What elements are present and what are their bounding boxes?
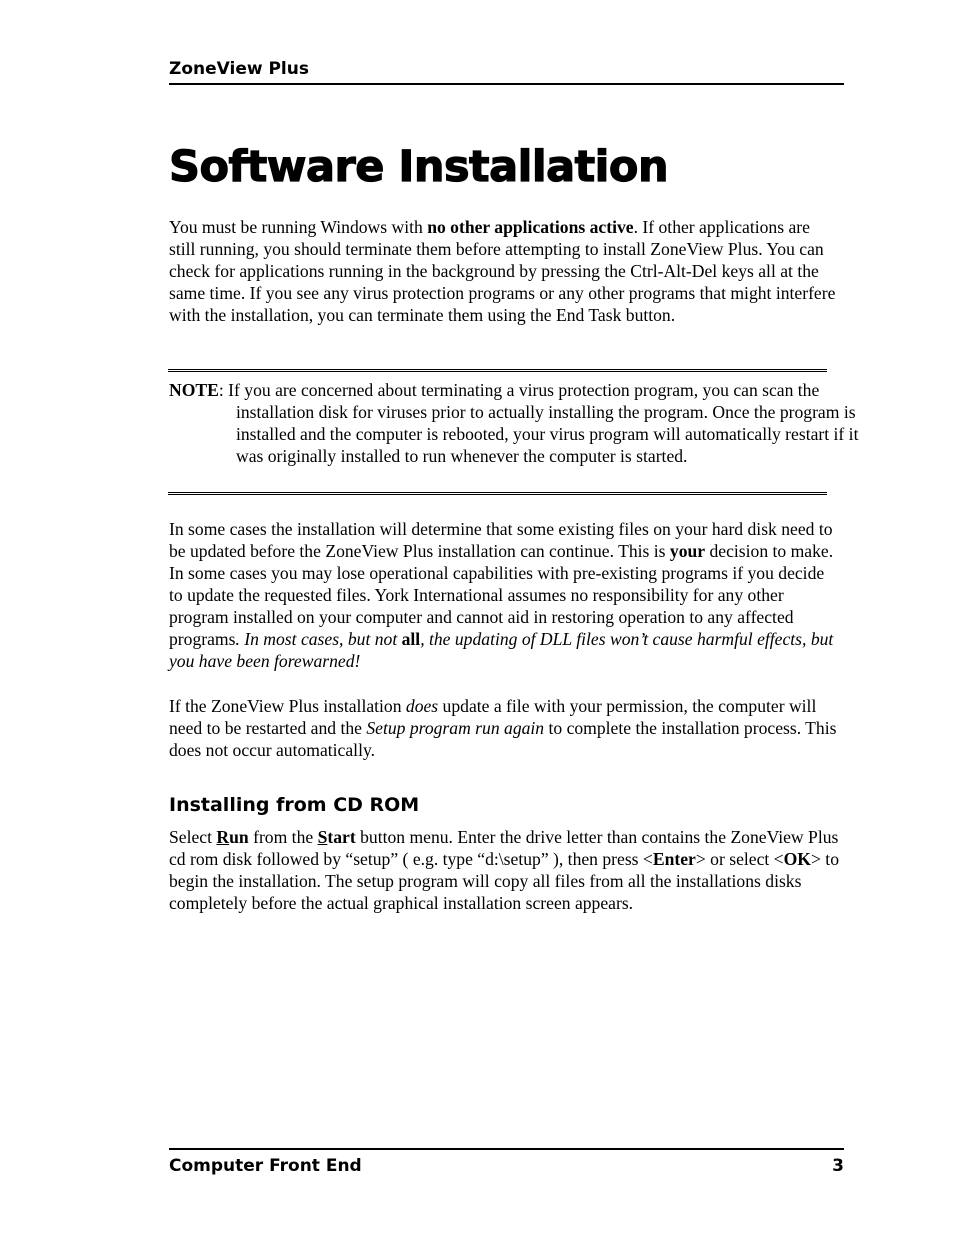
- footer-title: Computer Front End: [169, 1156, 362, 1176]
- restart-text-1: If the ZoneView Plus installation: [169, 696, 406, 716]
- enter-key-label: Enter: [652, 849, 696, 869]
- run-rest: un: [229, 827, 249, 847]
- update-italic-2: , the updating of DLL files won’t cause harmful effects, but you have been forewarned!: [169, 629, 834, 671]
- intro-bold-text: no other applications active: [427, 217, 634, 237]
- update-text-1: In some cases the installation will determine that some existing files on your hard disk need to be updated before the ZoneView Plus installation can continue. This is: [169, 519, 833, 561]
- intro-text-1: You must be running Windows with: [169, 217, 428, 237]
- run-underlined-letter: R: [216, 827, 230, 847]
- footer-rule: [169, 1148, 844, 1150]
- note-text: [169, 379, 886, 467]
- restart-text-3: to complete the installation process. This does not occur automatically.: [169, 718, 837, 760]
- restart-text-2: update a file with your permission, the computer will need to be restarted and the: [169, 696, 817, 738]
- restart-italic-does: does: [405, 696, 439, 716]
- section-heading: Installing from CD ROM: [169, 794, 420, 816]
- note-body: : If you are concerned about terminating a virus protection program, you can scan the installation disk for viruses prior to actually installing the program. Once the program is installed and the computer is rebooted, your virus program will automatically restart if it was originally installed to run whenever the computer is started.: [218, 380, 859, 466]
- update-bold-all: all: [401, 629, 421, 649]
- update-files-paragraph: [169, 518, 839, 672]
- intro-text-2: . If other applications are still running, you should terminate them before attempting to install ZoneView Plus. You can check for applications running in the background by pressing the Ctrl-Alt-Del keys all at the same time. If you see any virus protection programs or any other programs that might interfere with the installation, you can terminate them using the End Task button.: [169, 217, 836, 325]
- update-italic-1: . In most cases, but not: [235, 629, 402, 649]
- update-text-2: decision to make. In some cases you may lose operational capabilities with pre-existing programs if you decide to update the requested files. York International assumes no responsibility for any other program installed on your computer and cannot aid in restoring operation to any affected programs: [169, 541, 834, 649]
- header-rule: [169, 83, 844, 85]
- page-number: 3: [832, 1156, 844, 1176]
- note-box: [168, 369, 859, 496]
- note-label: NOTE: [169, 380, 219, 400]
- note-top-rule: [168, 369, 827, 372]
- ok-key-label: OK: [783, 849, 811, 869]
- run-keyword: [216, 827, 248, 847]
- restart-paragraph: [169, 695, 839, 761]
- start-rest: tart: [327, 827, 356, 847]
- note-bottom-rule: [168, 492, 827, 495]
- start-keyword: [318, 827, 356, 847]
- cdrom-paragraph: [169, 826, 839, 914]
- start-underlined-letter: S: [317, 827, 328, 847]
- cdrom-text-1: Select: [169, 827, 217, 847]
- cdrom-text-5: > to begin the installation. The setup program will copy all files from all the installations disks completely before the actual graphical installation screen appears.: [169, 849, 839, 913]
- header-title: ZoneView Plus: [169, 59, 309, 79]
- update-bold-your: your: [669, 541, 706, 561]
- page-footer: [169, 1154, 844, 1178]
- intro-paragraph: [169, 216, 839, 326]
- cdrom-text-2: from the: [248, 827, 318, 847]
- page-title: Software Installation: [169, 142, 669, 192]
- cdrom-text-3: button menu. Enter the drive letter than contains the ZoneView Plus cd rom disk followed by “setup” ( e.g. type “d:\setup” ), then press <: [169, 827, 839, 869]
- page-header: [169, 58, 844, 80]
- restart-italic-setup: Setup program run again: [366, 718, 545, 738]
- cdrom-text-4: > or select <: [695, 849, 784, 869]
